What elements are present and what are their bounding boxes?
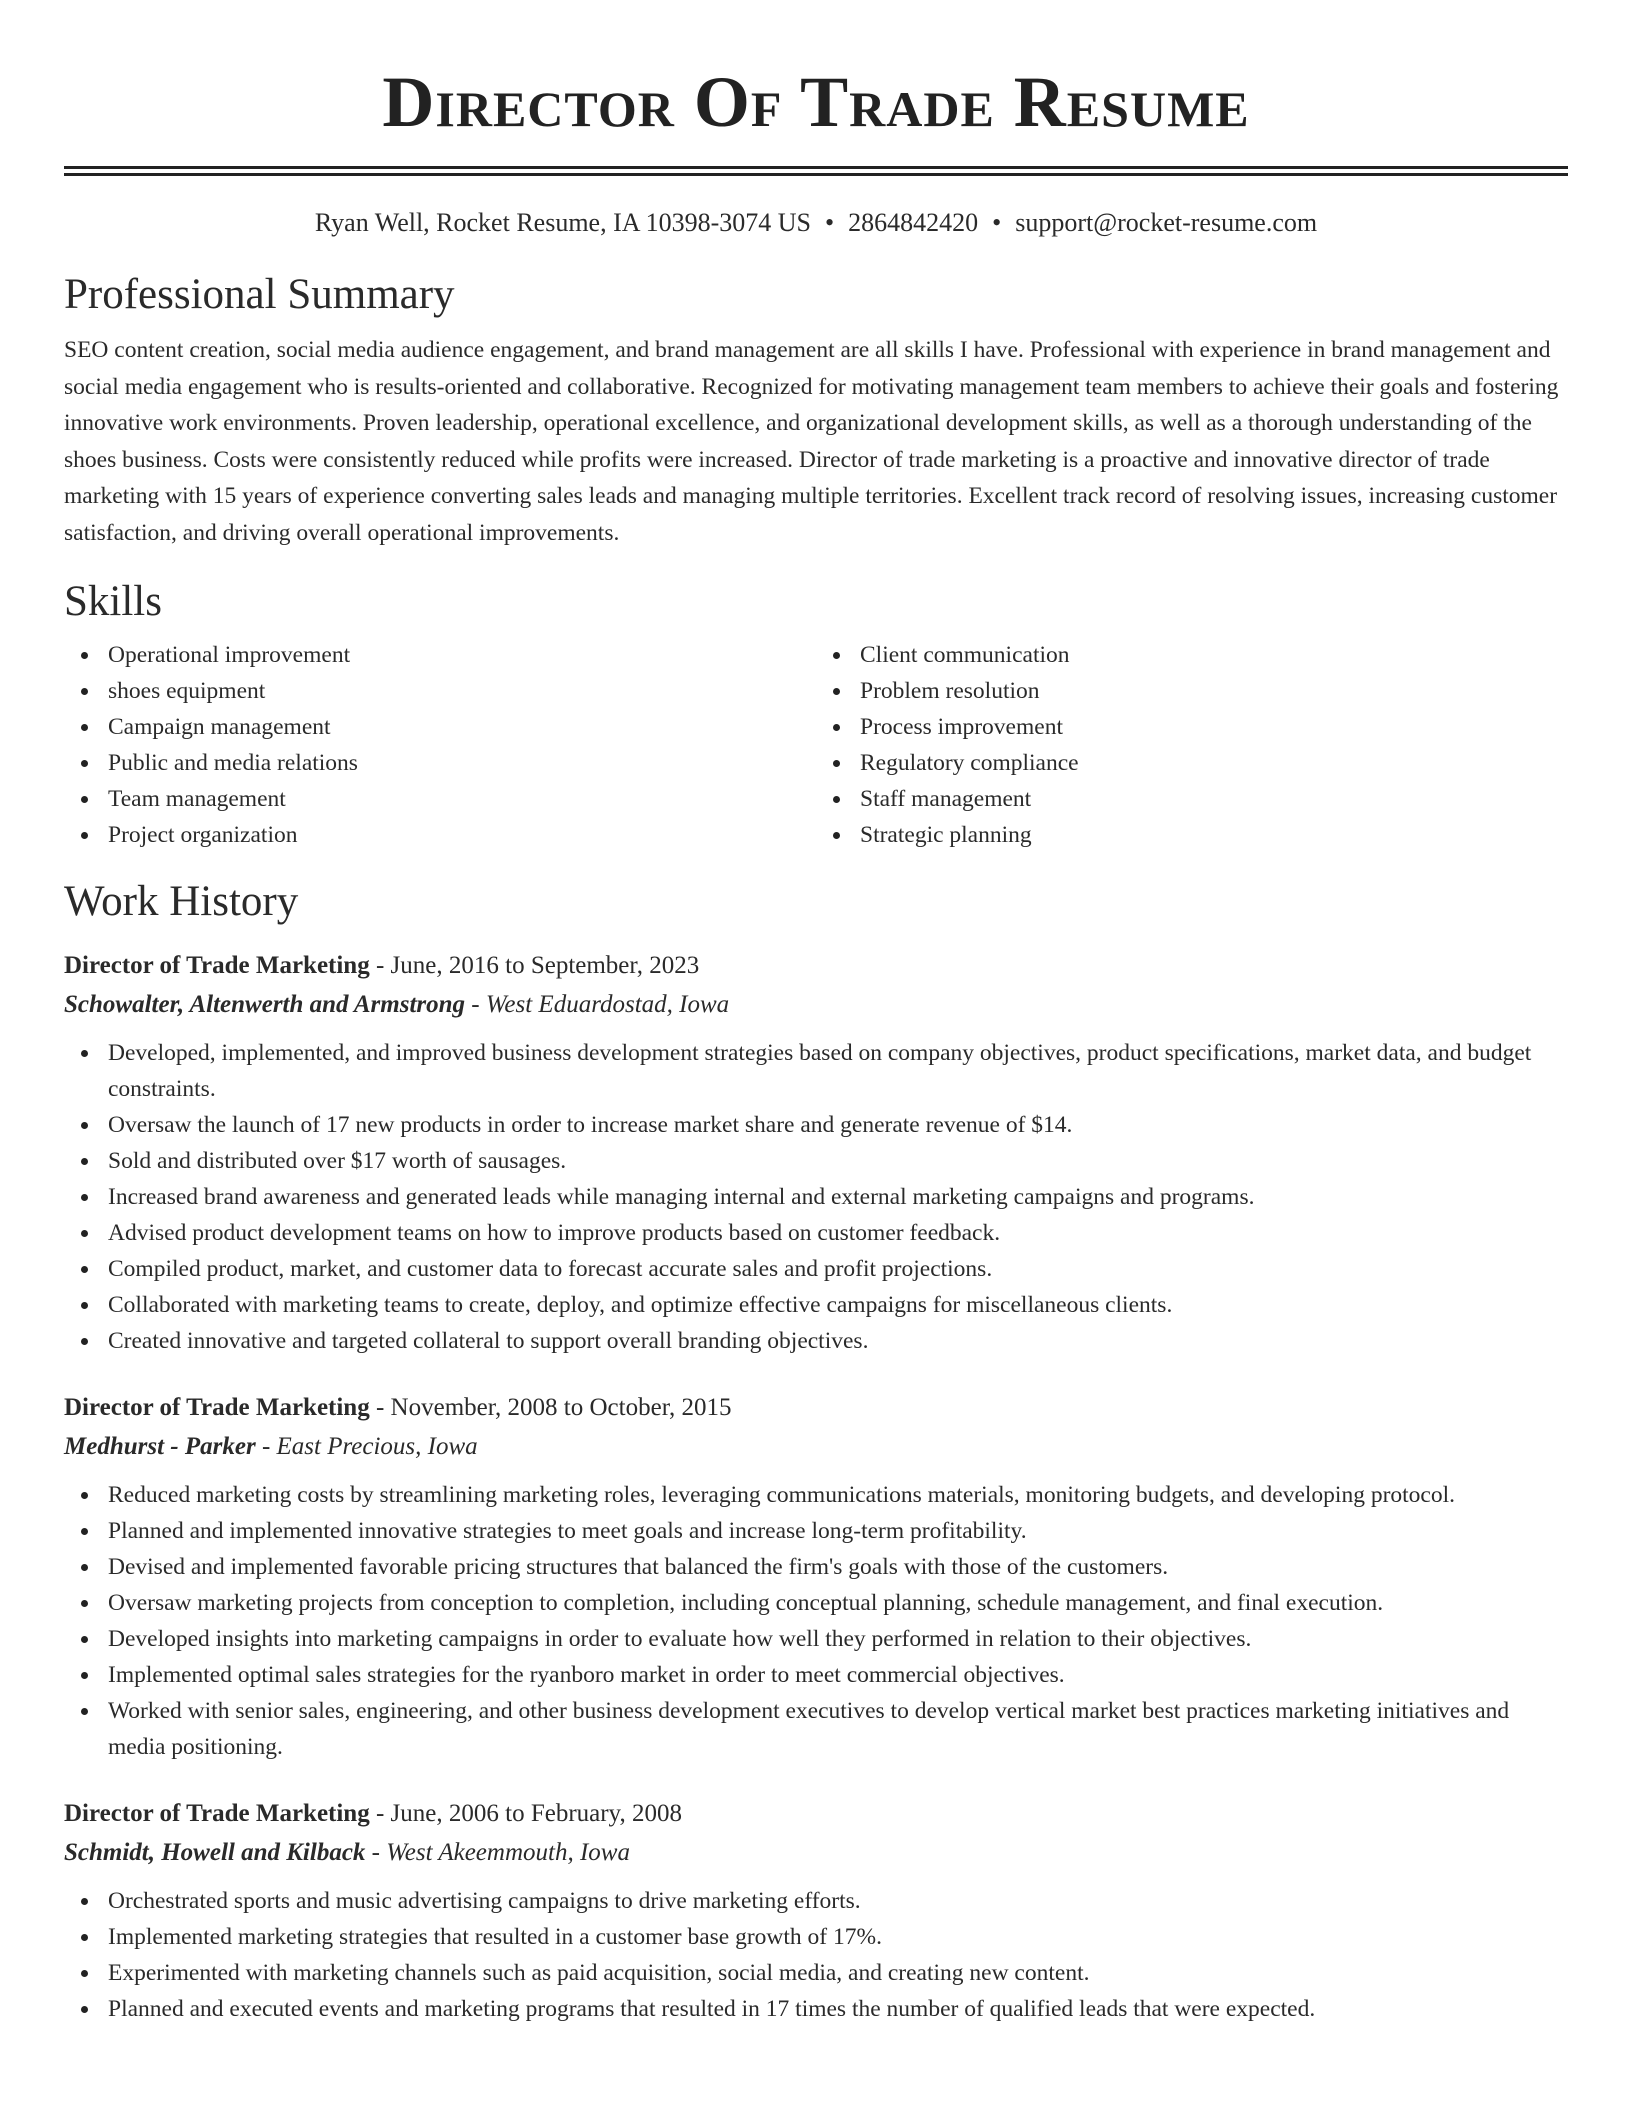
job-title: Director of Trade Marketing <box>64 1800 370 1827</box>
duty-item: Implemented marketing strategies that resulted in a customer base growth of 17%. <box>108 1919 1568 1955</box>
contact-address: Ryan Well, Rocket Resume, IA 10398-3074 US <box>314 208 811 237</box>
skills-column-left <box>64 637 816 853</box>
summary-text: SEO content creation, social media audience engagement, and brand management are all skills I have. Professional with experience in brand management and social media engagement who is results-oriented and collaborative. Recognized for motivating management team members to achieve their goals and fostering innovative work environments. Proven leadership, operational excellence, and organizational development skills, as well as a thorough understanding of the shoes business. Costs were consistently reduced while profits were increased. Director of trade marketing is a proactive and innovative director of trade marketing with 15 years of experience converting sales leads and managing multiple territories. Excellent track record of resolving issues, increasing customer satisfaction, and driving overall operational improvements. <box>64 337 1559 546</box>
skill-item: Client communication <box>860 637 1568 673</box>
skill-item: Campaign management <box>108 709 816 745</box>
duty-item: Orchestrated sports and music advertising campaigns to drive marketing efforts. <box>108 1883 1568 1919</box>
work-history-heading: Work History <box>64 878 299 925</box>
skill-item: Staff management <box>860 781 1568 817</box>
contact-separator: • <box>824 208 835 237</box>
contact-separator: • <box>992 208 1002 237</box>
skill-item: Operational improvement <box>108 637 816 673</box>
skill-item: shoes equipment <box>108 673 816 709</box>
job-entry <box>64 1389 1568 1765</box>
skill-item: Strategic planning <box>860 817 1568 853</box>
duty-item: Increased brand awareness and generated leads while managing internal and external marketing campaigns and programs. <box>108 1179 1568 1215</box>
company-location: - West Akeemmouth, Iowa <box>365 1839 630 1866</box>
company-line <box>64 985 1568 1025</box>
company-location: - West Eduardostad, Iowa <box>465 991 730 1018</box>
title-divider <box>64 166 1568 176</box>
skills-list <box>64 637 1568 853</box>
duty-item: Reduced marketing costs by streamlining marketing roles, leveraging communications materials, monitoring budgets, and developing protocol. <box>108 1477 1568 1513</box>
skill-item: Team management <box>108 781 816 817</box>
skill-item: Regulatory compliance <box>860 745 1568 781</box>
duty-item: Created innovative and targeted collateral to support overall branding objectives. <box>108 1323 1568 1359</box>
duty-item: Experimented with marketing channels such as paid acquisition, social media, and creating new content. <box>108 1955 1568 1991</box>
company-line <box>64 1427 1568 1467</box>
duty-item: Advised product development teams on how to improve products based on customer feedback. <box>108 1215 1568 1251</box>
summary-heading: Professional Summary <box>64 271 455 318</box>
job-entry <box>64 1795 1568 2027</box>
duty-item: Planned and implemented innovative strategies to meet goals and increase long-term profitability. <box>108 1513 1568 1549</box>
resume-title: Director Of Trade Resume <box>382 62 1250 142</box>
duty-item: Developed insights into marketing campaigns in order to evaluate how well they performed in relation to their objectives. <box>108 1621 1568 1657</box>
duty-item: Worked with senior sales, engineering, and other business development executives to develop vertical market best practices marketing initiatives and media positioning. <box>108 1693 1568 1765</box>
duty-item: Planned and executed events and marketing programs that resulted in 17 times the number of qualified leads that were expected. <box>108 1991 1568 2027</box>
duty-item: Implemented optimal sales strategies for the ryanboro market in order to meet commercial objectives. <box>108 1657 1568 1693</box>
company-location: - East Precious, Iowa <box>255 1433 478 1460</box>
skill-item: Project organization <box>108 817 816 853</box>
job-entry <box>64 947 1568 1359</box>
company-line <box>64 1833 1568 1873</box>
contact-email: support@rocket-resume.com <box>1015 208 1318 237</box>
skills-column-right <box>816 637 1568 853</box>
contact-phone: 2864842420 <box>848 208 979 237</box>
skill-item: Public and media relations <box>108 745 816 781</box>
duty-item: Devised and implemented favorable pricing structures that balanced the firm's goals with those of the customers. <box>108 1549 1568 1585</box>
duties-list <box>64 1035 1568 1359</box>
skill-item: Process improvement <box>860 709 1568 745</box>
duty-item: Developed, implemented, and improved business development strategies based on company objectives, product specifications, market data, and budget constraints. <box>108 1035 1568 1107</box>
duties-list <box>64 1477 1568 1765</box>
duty-item: Collaborated with marketing teams to create, deploy, and optimize effective campaigns for miscellaneous clients. <box>108 1287 1568 1323</box>
company-name: Schmidt, Howell and Kilback <box>64 1839 366 1866</box>
duty-item: Sold and distributed over $17 worth of sausages. <box>108 1143 1568 1179</box>
job-header <box>64 1795 1568 1833</box>
job-header <box>64 947 1568 985</box>
job-title: Director of Trade Marketing <box>64 952 370 979</box>
duty-item: Oversaw marketing projects from conception to completion, including conceptual planning, schedule management, and final execution. <box>108 1585 1568 1621</box>
duty-item: Compiled product, market, and customer data to forecast accurate sales and profit projections. <box>108 1251 1568 1287</box>
duties-list <box>64 1883 1568 2027</box>
duty-item: Oversaw the launch of 17 new products in order to increase market share and generate revenue of $14. <box>108 1107 1568 1143</box>
job-title: Director of Trade Marketing <box>64 1394 370 1421</box>
job-dates: - June, 2006 to February, 2008 <box>369 1800 682 1827</box>
job-dates: - June, 2016 to September, 2023 <box>369 952 700 979</box>
company-name: Medhurst - Parker <box>64 1433 256 1460</box>
contact-line <box>64 206 1568 240</box>
skills-heading: Skills <box>64 578 162 625</box>
job-header <box>64 1389 1568 1427</box>
job-dates: - November, 2008 to October, 2015 <box>369 1394 732 1421</box>
skill-item: Problem resolution <box>860 673 1568 709</box>
company-name: Schowalter, Altenwerth and Armstrong <box>64 991 466 1018</box>
